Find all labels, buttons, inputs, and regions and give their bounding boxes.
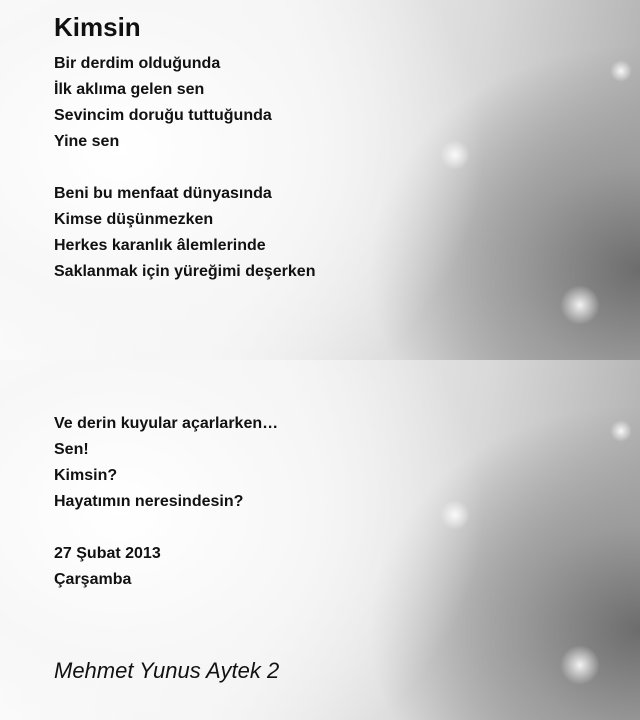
poem-line: Sen!	[54, 441, 89, 458]
stanza-3	[54, 411, 278, 515]
sparkle	[560, 645, 600, 685]
sparkle	[440, 500, 470, 530]
poem-line: Kimsin?	[54, 467, 118, 484]
poem-author: Mehmet Yunus Aytek 2	[54, 658, 280, 683]
poem-line: Saklanmak için yüreğimi deşerken	[54, 263, 316, 280]
poem-line: Kimse düşünmezken	[54, 211, 214, 228]
poem-weekday: Çarşamba	[54, 571, 132, 588]
poem-line: Beni bu menfaat dünyasında	[54, 185, 272, 202]
poem-line: Hayatımın neresindesin?	[54, 493, 244, 510]
poem-line: Herkes karanlık âlemlerinde	[54, 237, 266, 254]
poem-title: Kimsin	[54, 12, 141, 42]
sparkle	[560, 285, 600, 325]
poem-line: İlk aklıma gelen sen	[54, 81, 205, 98]
poem-line: Yine sen	[54, 133, 120, 150]
sparkle	[610, 420, 632, 442]
poem-line: Ve derin kuyular açarlarken…	[54, 415, 279, 432]
sparkle	[610, 60, 632, 82]
sparkle	[440, 140, 470, 170]
poem-line: Bir derdim olduğunda	[54, 55, 221, 72]
stanza-1	[54, 51, 272, 155]
poem-line: Sevincim doruğu tuttuğunda	[54, 107, 272, 124]
poem-date: 27 Şubat 2013	[54, 545, 161, 562]
poem-date-block	[54, 541, 161, 593]
poem-card-bottom	[0, 360, 640, 720]
stanza-2	[54, 181, 315, 285]
